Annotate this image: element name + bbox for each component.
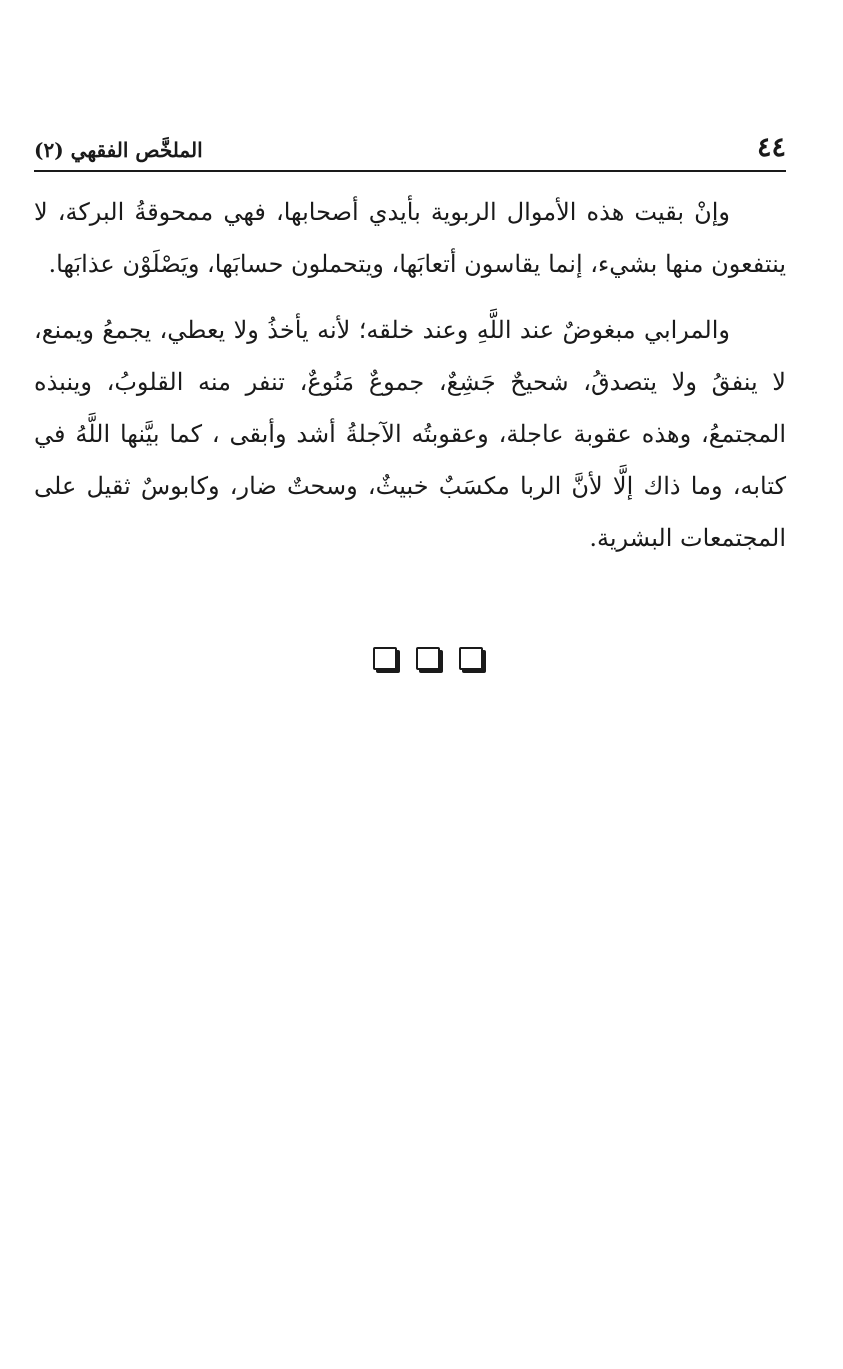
page-number: ٤٤: [756, 132, 786, 163]
paragraph-2: والمرابي مبغوضٌ عند اللَّهِ وعند خلقه؛ لأنه يأخذُ ولا يعطي، يجمعُ ويمنع، لا ينفقُ ولا يتصدقُ، شحيحٌ جَشِعٌ، جموعٌ مَنُوعٌ، تنفر منه القلوبُ، وينبذه المجتمعُ، وهذه عقوبة عاجلة، وعقوبتُه الآجلةُ أشد وأبقى ، كما بيَّنها اللَّهُ في كتابه، وما ذاك إلَّا لأنَّ الربا مكسَبٌ خبيثٌ، وسحتٌ ضار، وكابوسٌ ثقيل على المجتمعات البشرية.: [34, 316, 786, 552]
square-box-icon: [373, 647, 397, 670]
section-end-ornament: [373, 647, 483, 673]
running-title: الملخَّص الفقهي (٢): [34, 138, 203, 162]
paragraph-1: وإنْ بقيت هذه الأموال الربوية بأيدي أصحابها، فهي ممحوقةُ البركة، لا ينتفعون منها بشيء، إنما يقاسون أتعابَها، ويتحملون حسابَها، ويَصْلَوْن عذابَها.: [34, 198, 786, 278]
square-box-icon: [459, 647, 483, 670]
page-header: [34, 128, 786, 172]
header-rule: [34, 170, 786, 172]
body-text: [34, 186, 786, 564]
square-box-icon: [416, 647, 440, 670]
